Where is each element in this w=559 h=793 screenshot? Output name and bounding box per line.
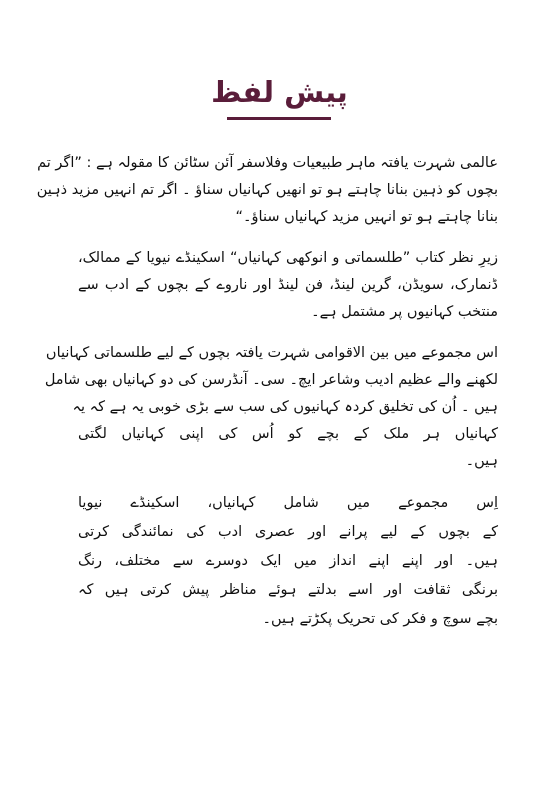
paragraph-line: ہیں۔ [465,453,498,469]
document-body [36,150,498,648]
paragraph-line: ہیں۔ اور اپنے اپنے انداز میں ایک دوسرے سے مختلف، رنگ [78,553,498,569]
paragraph-line: بچوں کو ذہین بنانا چاہتے ہو تو انھیں کہانیاں سناؤ ۔ اگر تم انہیں مزید ذہین [36,182,498,198]
paragraph-line: برنگی ثقافت اور اسے بدلتے ہوئے مناظر پیش کرتی ہیں کہ [78,582,498,598]
title-container [0,72,559,112]
paragraph-line: عالمی شہرت یافتہ ماہر طبیعیات وفلاسفر آئن سٹائن کا مقولہ ہے : ”اگر تم [37,155,498,171]
paragraph-line: بچے سوچ و فکر کی تحریک پکڑتے ہیں۔ [262,611,498,627]
paragraph-line: اِس مجموعے میں شامل کہانیاں، اسکینڈے نیویا [78,495,498,511]
title-underline [227,117,331,120]
paragraph-line: ڈنمارک، سویڈن، گرین لینڈ، فن لینڈ اور ناروے کے بچوں کے ادب سے [78,277,498,293]
paragraph-3 [44,340,498,475]
paragraph-2 [78,245,498,326]
paragraph-line: اس مجموعے میں بین الاقوامی شہرت یافتہ بچوں کے لیے طلسماتی کہانیاں [45,345,498,361]
paragraph-line: منتخب کہانیوں پر مشتمل ہے۔ [311,304,498,320]
paragraph-4 [78,489,498,634]
paragraph-line: کہانیاں ہر ملک کے بچے کو اُس کی اپنی کہانیاں لگتی [78,426,498,442]
paragraph-1 [36,150,498,231]
paragraph-line: بنانا چاہتے ہو تو انہیں مزید کہانیاں سناؤ۔“ [235,209,498,225]
paragraph-line: زیرِ نظر کتاب ”طلسماتی و انوکھی کہانیاں“ اسکینڈے نیویا کے ممالک، [78,250,498,266]
page-title: پیش لفظ [211,75,348,109]
paragraph-line: کے بچوں کے لیے پرانے اور عصری ادب کی نمائندگی کرتی [78,524,498,540]
paragraph-line: لکھنے والے عظیم ادیب وشاعر ایچ۔ سی۔ آنڈرسن کی دو کہانیاں بھی شامل [44,372,498,388]
paragraph-line: ہیں ۔ اُن کی تخلیق کردہ کہانیوں کی سب سے بڑی خوبی یہ ہے کہ یہ [72,399,498,415]
